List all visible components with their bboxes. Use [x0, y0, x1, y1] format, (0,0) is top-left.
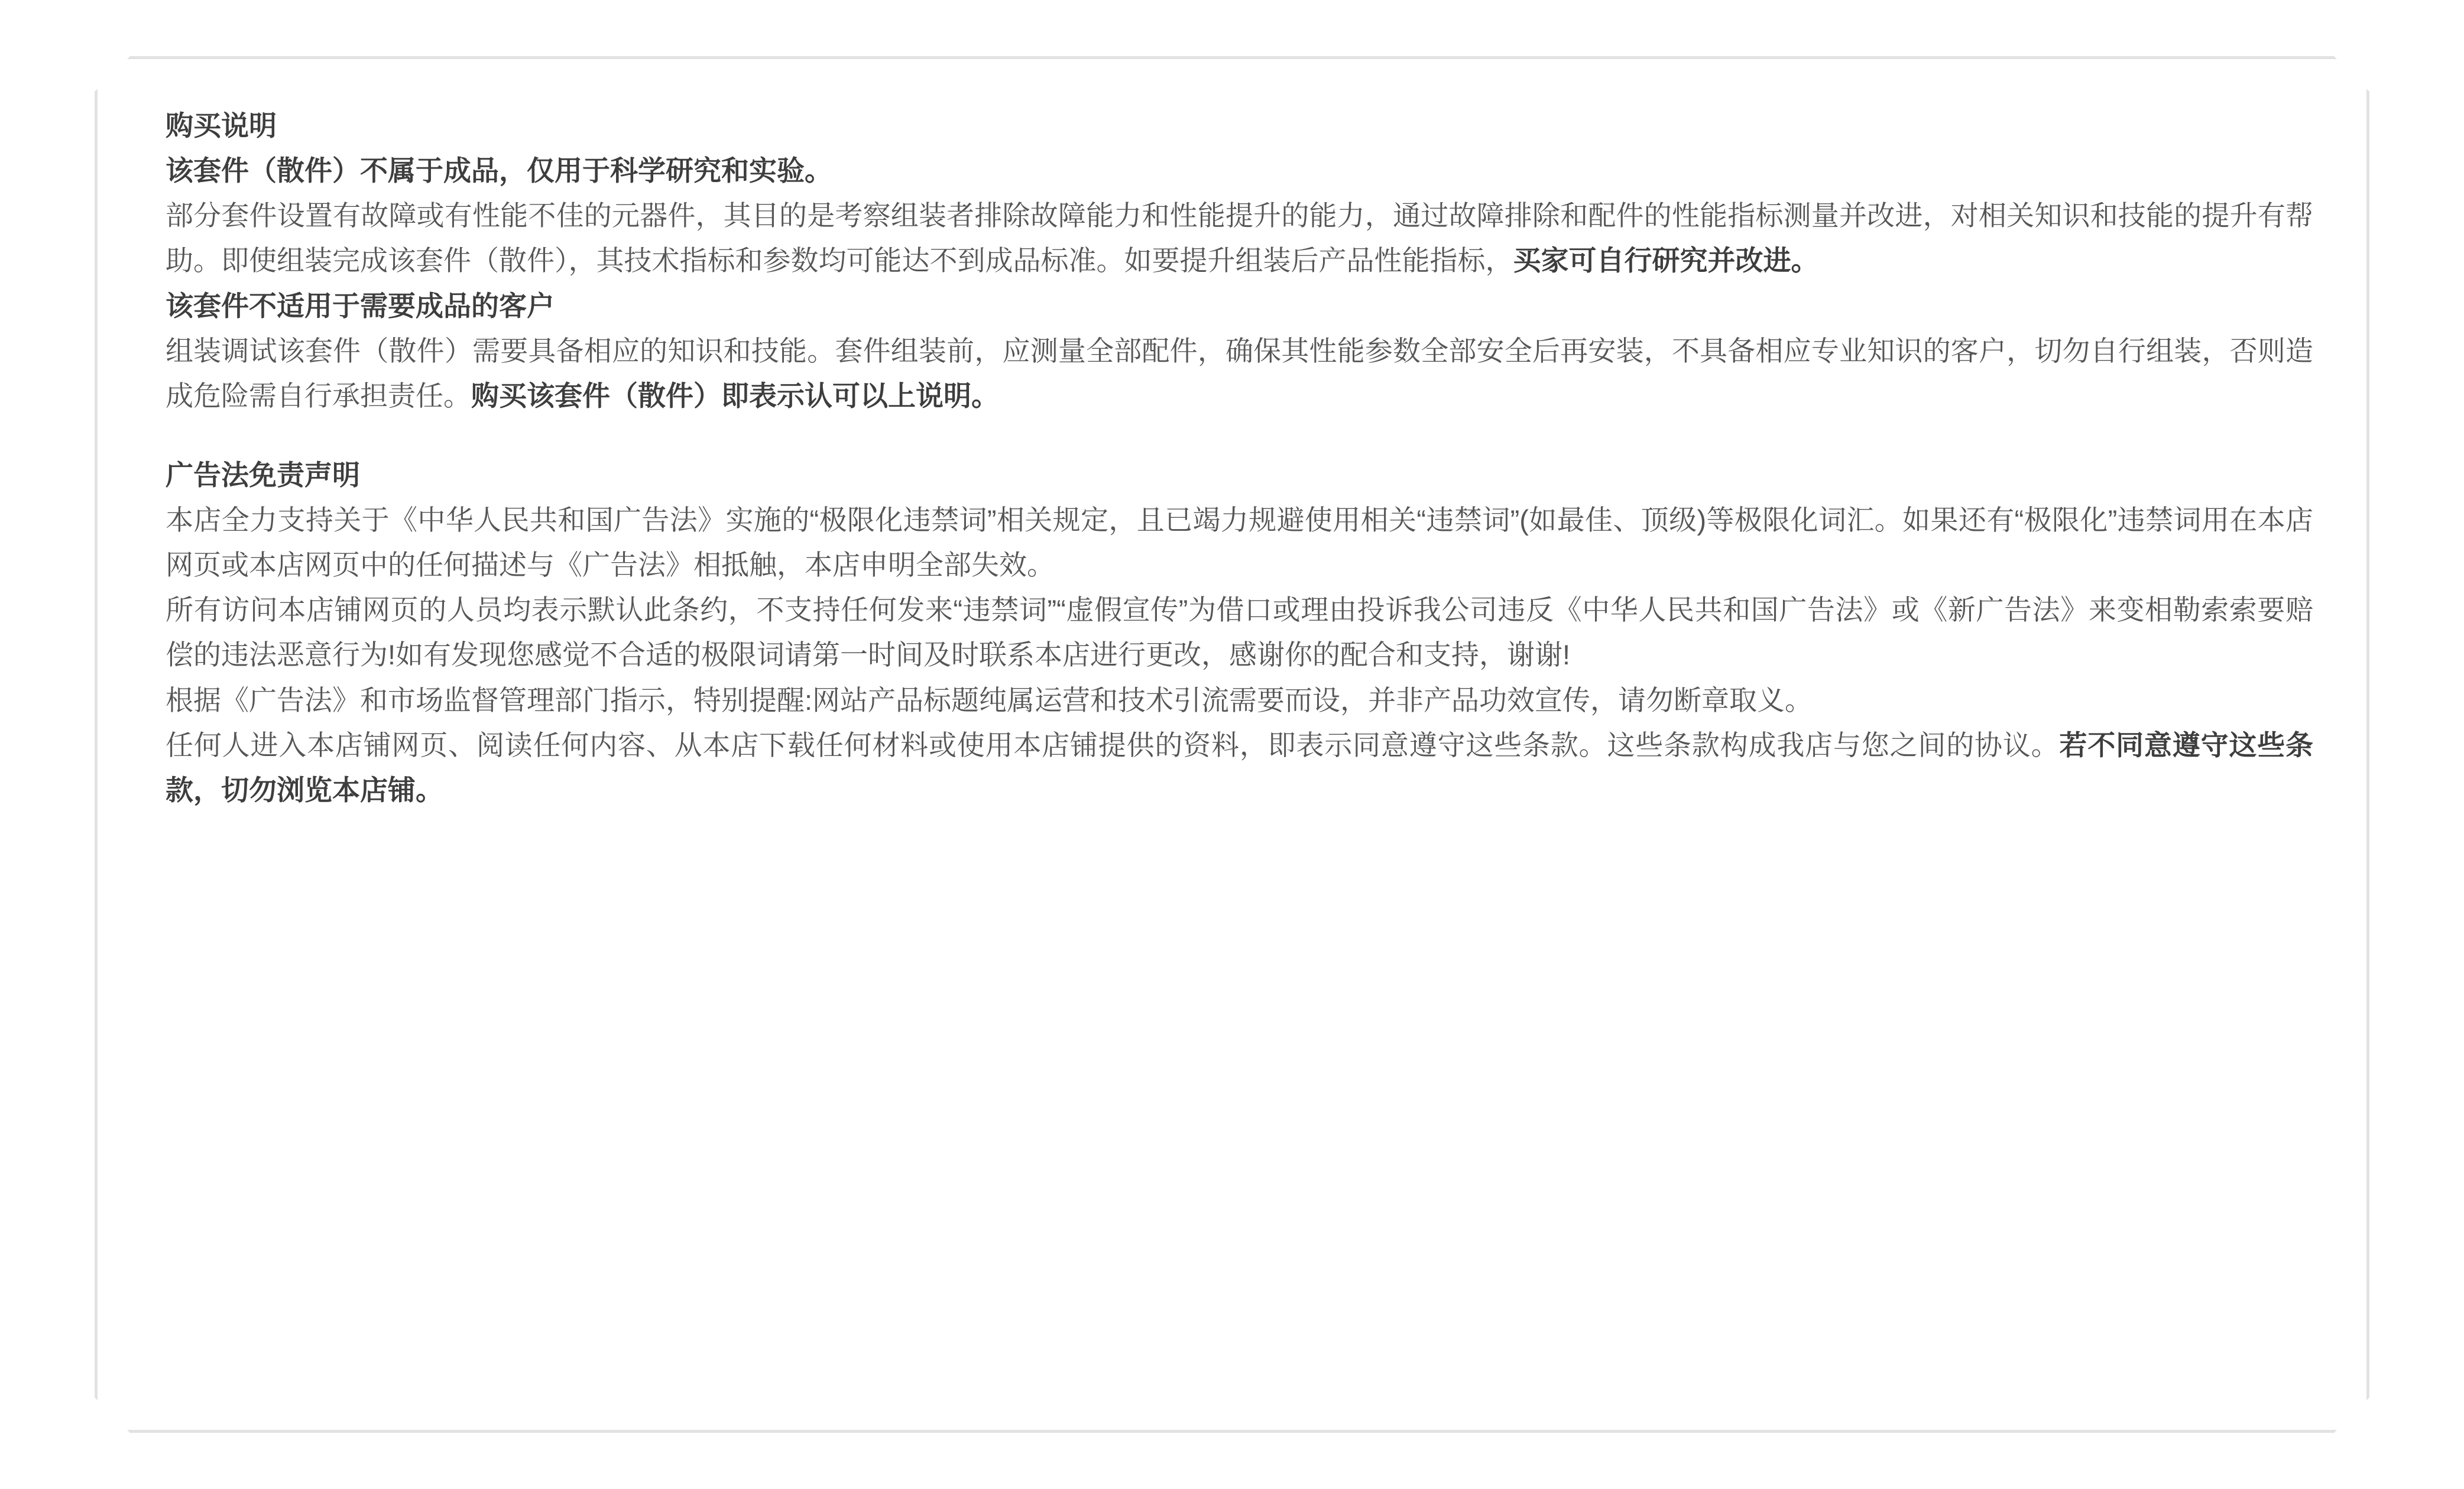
ad-law-paragraph-3: 根据《广告法》和市场监督管理部门指示，特别提醒:网站产品标题纯属运营和技术引流需要而设，并非产品功效宣传，请勿断章取义。	[166, 684, 1813, 716]
purchase-notice-title: 购买说明	[166, 110, 277, 141]
purchase-notice-paragraph-2	[166, 329, 2313, 419]
ad-law-paragraph-4-emphasis: 若不同意遵守这些条款，切勿浏览本店铺。	[166, 729, 2314, 806]
purchase-notice-paragraph-1	[166, 193, 2313, 283]
purchase-notice-paragraph-2-text: 组装调试该套件（散件）需要具备相应的知识和技能。套件组装前，应测量全部配件，确保其性能参数全部安全后再安装，不具备相应专业知识的客户，切勿自行组装，否则造成危险需自行承担责任。	[166, 335, 2313, 411]
purchase-notice-paragraph-2-emphasis: 购买该套件（散件）即表示认可以上说明。	[471, 379, 999, 411]
purchase-notice-paragraph-1-emphasis: 买家可自行研究并改进。	[1513, 245, 1819, 277]
ad-law-paragraph-2: 所有访问本店铺网页的人员均表示默认此条约，不支持任何发来“违禁词”“虚假宣传”为借口或理由投诉我公司违反《中华人民共和国广告法》或《新广告法》来变相勒索索要赔偿的违法恶意行为!如有发现您感觉不合适的极限词请第一时间及时联系本店进行更改，感谢你的配合和支持，谢谢!	[166, 594, 2313, 671]
ad-law-disclaimer-title: 广告法免责声明	[166, 459, 360, 491]
ad-law-paragraph-1: 本店全力支持关于《中华人民共和国广告法》实施的“极限化违禁词”相关规定，且已竭力规避使用相关“违禁词”(如最佳、顶级)等极限化词汇。如果还有“极限化”违禁词用在本店网页或本店网页中的任何描述与《广告法》相抵触，本店申明全部失效。	[166, 504, 2313, 581]
section-spacer	[166, 419, 2313, 453]
ad-law-paragraph-4	[166, 723, 2313, 813]
purchase-notice-section	[166, 103, 2313, 419]
document-content	[100, 56, 2369, 813]
ad-law-paragraph-4-text: 任何人进入本店铺网页、阅读任何内容、从本店下载任何材料或使用本店铺提供的资料，即表示同意遵守这些条款。这些条款构成我店与您之间的协议。	[166, 729, 2060, 761]
purchase-notice-paragraph-1-text: 部分套件设置有故障或有性能不佳的元器件，其目的是考察组装者排除故障能力和性能提升的能力，通过故障排除和配件的性能指标测量并改进，对相关知识和技能的提升有帮助。即使组装完成该套件（散件），其技术指标和参数均可能达不到成品标准。如要提升组装后产品性能指标，	[166, 200, 2313, 277]
ad-law-disclaimer-section	[166, 453, 2313, 813]
purchase-notice-subtitle-2: 该套件不适用于需要成品的客户	[166, 290, 555, 322]
purchase-notice-subtitle: 该套件（散件）不属于成品，仅用于科学研究和实验。	[166, 155, 832, 187]
